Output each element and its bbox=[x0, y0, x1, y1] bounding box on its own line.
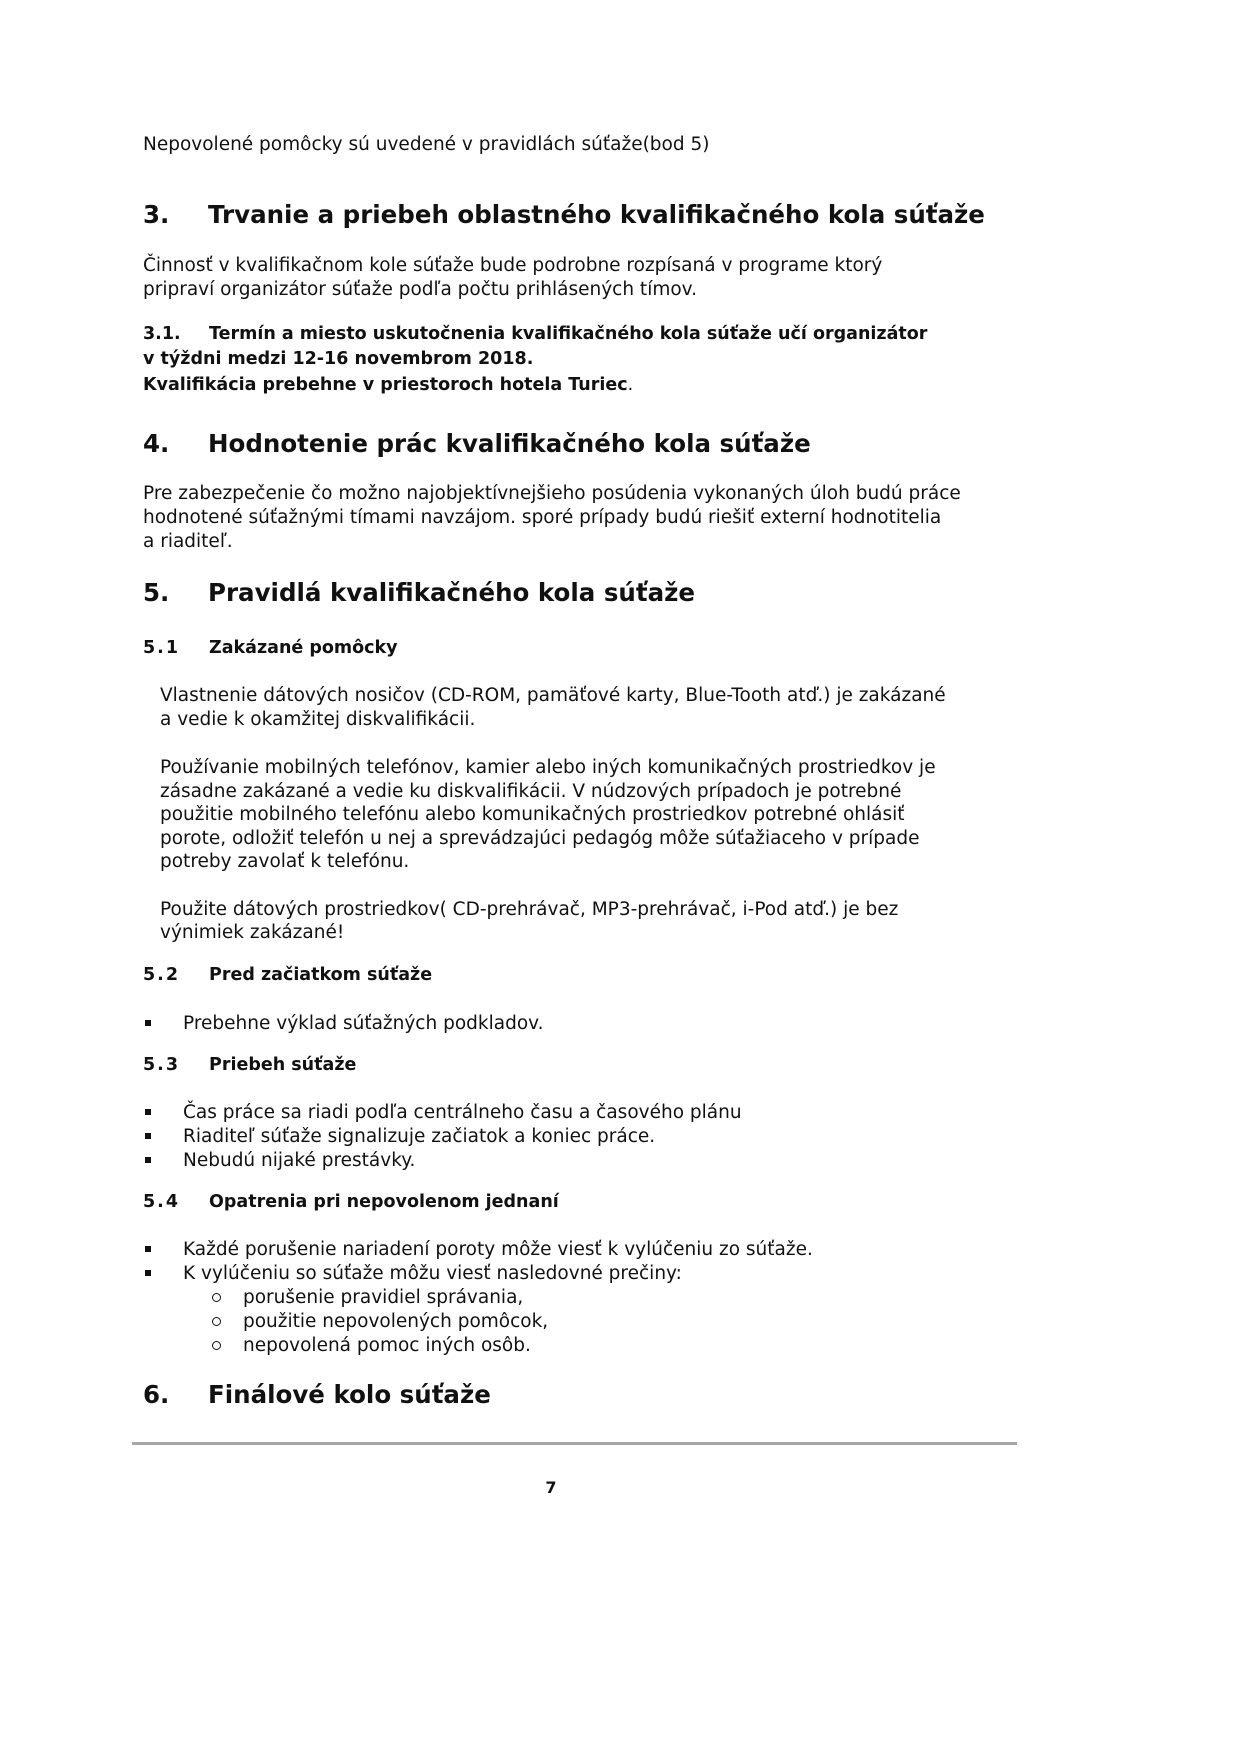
subsection-heading-5-4 bbox=[143, 1190, 1043, 1214]
section-heading-5 bbox=[143, 578, 1043, 608]
subsection-line bbox=[143, 373, 633, 397]
paragraph: porote, odložiť telefón u nej a sprevádzajúci pedagóg môže súťažiaceho v prípade bbox=[160, 828, 920, 849]
subsection-number: 3.1. bbox=[143, 324, 181, 344]
subsection-title: Opatrenia pri nepovolenom jednaní bbox=[209, 1192, 559, 1212]
intro-line: Nepovolené pomôcky sú uvedené v pravidlách súťaže(bod 5) bbox=[143, 134, 710, 155]
subsection-heading-5-2 bbox=[143, 963, 1043, 987]
subsection-title: Pred začiatkom súťaže bbox=[209, 965, 433, 985]
paragraph: Používanie mobilných telefónov, kamier alebo iných komunikačných prostriedkov je bbox=[160, 757, 936, 778]
paragraph: zásadne zakázané a vedie ku diskvalifikácii. V núdzových prípadoch je potrebné bbox=[160, 781, 902, 802]
section-number: 6. bbox=[143, 1380, 170, 1409]
section-number: 5. bbox=[143, 578, 170, 607]
section-number: 4. bbox=[143, 429, 170, 458]
subsection-heading-3-1 bbox=[143, 322, 1043, 346]
paragraph: Pre zabezpečenie čo možno najobjektívnejšieho posúdenia vykonaných úloh budú práce bbox=[143, 483, 961, 504]
sub-list-item: porušenie pravidiel správania, bbox=[243, 1287, 524, 1308]
paragraph: použitie mobilného telefónu alebo komunikačných prostriedkov potrebné ohlásiť bbox=[160, 804, 905, 825]
list-item: Každé porušenie nariadení poroty môže viesť k vylúčeniu zo súťaže. bbox=[183, 1239, 813, 1260]
section-number: 3. bbox=[143, 200, 170, 229]
square-bullet-icon bbox=[145, 1157, 151, 1163]
section-title: Hodnotenie prác kvalifikačného kola súťaže bbox=[208, 429, 811, 458]
circle-bullet-icon bbox=[212, 1317, 221, 1326]
subsection-number: 5.3 bbox=[143, 1055, 181, 1075]
subsection-number: 5.2 bbox=[143, 965, 181, 985]
square-bullet-icon bbox=[145, 1020, 151, 1026]
subsection-heading-5-1 bbox=[143, 636, 1043, 660]
paragraph: a riaditeľ. bbox=[143, 531, 233, 552]
section-title: Finálové kolo súťaže bbox=[208, 1380, 491, 1409]
subsection-title: Priebeh súťaže bbox=[209, 1055, 357, 1075]
paragraph: Činnosť v kvalifikačnom kole súťaže bude podrobne rozpísaná v programe ktorý bbox=[143, 255, 883, 276]
subsection-line-text: Kvalifikácia prebehne v priestoroch hotela Turiec bbox=[143, 375, 628, 395]
paragraph: Vlastnenie dátových nosičov (CD-ROM, pamäťové karty, Blue-Tooth atď.) je zakázané bbox=[160, 685, 946, 706]
page-number: 7 bbox=[545, 1478, 557, 1497]
paragraph: hodnotené súťažnými tímami navzájom. sporé prípady budú riešiť externí hodnotitelia bbox=[143, 507, 942, 528]
section-heading-6 bbox=[143, 1380, 1043, 1410]
square-bullet-icon bbox=[145, 1270, 151, 1276]
section-title: Pravidlá kvalifikačného kola súťaže bbox=[208, 578, 695, 607]
circle-bullet-icon bbox=[212, 1293, 221, 1302]
section-title: Trvanie a priebeh oblastného kvalifikačného kola súťaže bbox=[208, 200, 985, 229]
list-item: Prebehne výklad súťažných podkladov. bbox=[183, 1013, 544, 1034]
list-item: Čas práce sa riadi podľa centrálneho času a časového plánu bbox=[183, 1102, 742, 1123]
paragraph: Použite dátových prostriedkov( CD-prehrávač, MP3-prehrávač, i-Pod atď.) je bez bbox=[160, 899, 899, 920]
square-bullet-icon bbox=[145, 1133, 151, 1139]
square-bullet-icon bbox=[145, 1109, 151, 1115]
section-heading-4 bbox=[143, 429, 1043, 459]
subsection-line: v týždni medzi 12-16 novembrom 2018. bbox=[143, 349, 534, 369]
subsection-title: Zakázané pomôcky bbox=[209, 638, 398, 658]
sub-list-item: nepovolená pomoc iných osôb. bbox=[243, 1335, 531, 1356]
paragraph: pripraví organizátor súťaže podľa počtu prihlásených tímov. bbox=[143, 279, 698, 300]
circle-bullet-icon bbox=[212, 1341, 221, 1350]
subsection-number: 5.4 bbox=[143, 1192, 181, 1212]
square-bullet-icon bbox=[145, 1246, 151, 1252]
list-item: Nebudú nijaké prestávky. bbox=[183, 1150, 416, 1171]
subsection-number: 5.1 bbox=[143, 638, 181, 658]
subsection-heading-5-3 bbox=[143, 1053, 1043, 1077]
paragraph: potreby zavolať k telefónu. bbox=[160, 851, 410, 872]
paragraph: výnimiek zakázané! bbox=[160, 922, 345, 943]
list-item: Riaditeľ súťaže signalizuje začiatok a koniec práce. bbox=[183, 1126, 656, 1147]
line-end-dot: . bbox=[627, 375, 634, 395]
sub-list-item: použitie nepovolených pomôcok, bbox=[243, 1311, 549, 1332]
paragraph: a vedie k okamžitej diskvalifikácii. bbox=[160, 709, 476, 730]
section-heading-3 bbox=[143, 200, 1043, 230]
footer-divider bbox=[132, 1442, 1017, 1445]
list-item: K vylúčeniu so súťaže môžu viesť nasledovné prečiny: bbox=[183, 1263, 682, 1284]
subsection-line: Termín a miesto uskutočnenia kvalifikačného kola súťaže učí organizátor bbox=[209, 324, 928, 344]
